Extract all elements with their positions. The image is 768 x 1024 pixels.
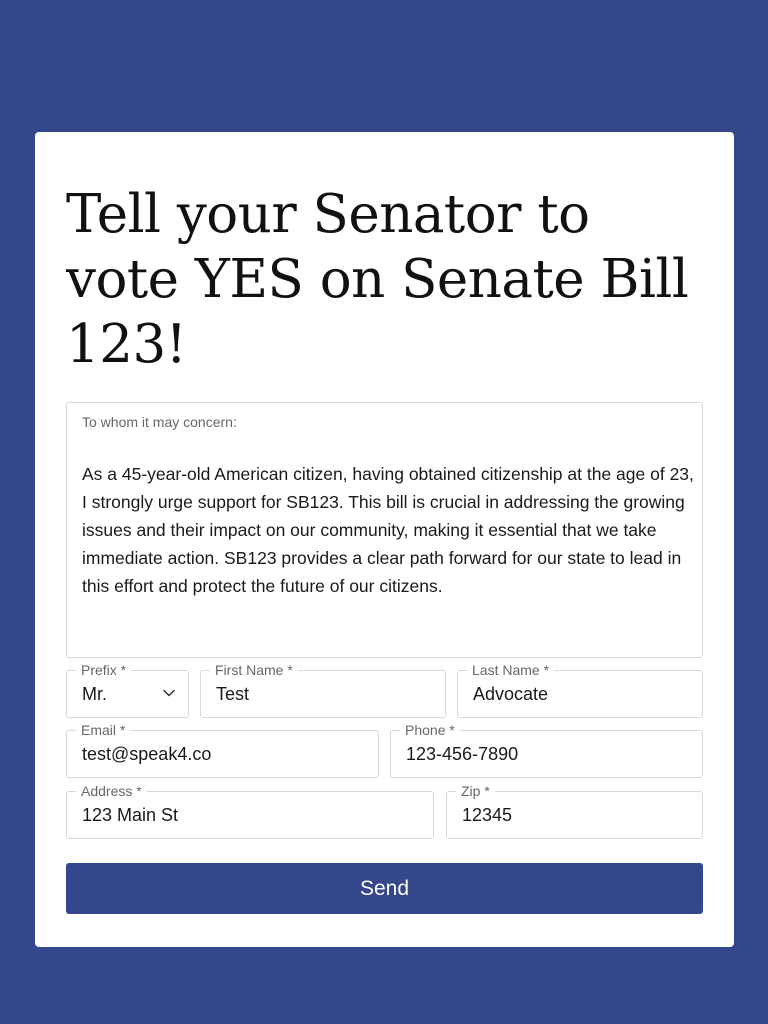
first-name-field[interactable] [200, 662, 446, 718]
last-name-label: Last Name * [467, 661, 554, 679]
prefix-select[interactable] [66, 662, 189, 718]
letter-body: As a 45-year-old American citizen, having obtained citizenship at the age of 23, I strongly urge support for SB123. This bill is crucial in addressing the growing issues and their impact on our community, making it essential that we take immediate action. SB123 provides a clear path forward for our state to lead in this effort and protect the future of our citizens. [82, 464, 694, 596]
zip-field[interactable] [446, 783, 703, 839]
advocacy-form-card [35, 132, 734, 947]
zip-label: Zip * [456, 782, 495, 800]
letter-textarea[interactable] [66, 402, 703, 658]
phone-value: 123-456-7890 [406, 744, 519, 764]
first-name-value: Test [216, 684, 250, 704]
email-value: test@speak4.co [82, 744, 212, 764]
address-field[interactable] [66, 783, 434, 839]
chevron-down-icon [162, 686, 176, 700]
letter-salutation: To whom it may concern: [82, 414, 237, 430]
phone-label: Phone * [400, 721, 460, 739]
prefix-value: Mr. [82, 684, 107, 704]
last-name-field[interactable] [457, 662, 703, 718]
first-name-label: First Name * [210, 661, 298, 679]
address-label: Address * [76, 782, 147, 800]
prefix-label: Prefix * [76, 661, 131, 679]
email-label: Email * [76, 721, 130, 739]
last-name-value: Advocate [473, 684, 549, 704]
zip-value: 12345 [462, 805, 513, 825]
email-field[interactable] [66, 722, 379, 778]
send-button[interactable]: Send [66, 863, 703, 914]
address-value: 123 Main St [82, 805, 179, 825]
page-title: Tell your Senator to vote YES on Senate Bill 123! [66, 184, 689, 375]
phone-field[interactable] [390, 722, 703, 778]
